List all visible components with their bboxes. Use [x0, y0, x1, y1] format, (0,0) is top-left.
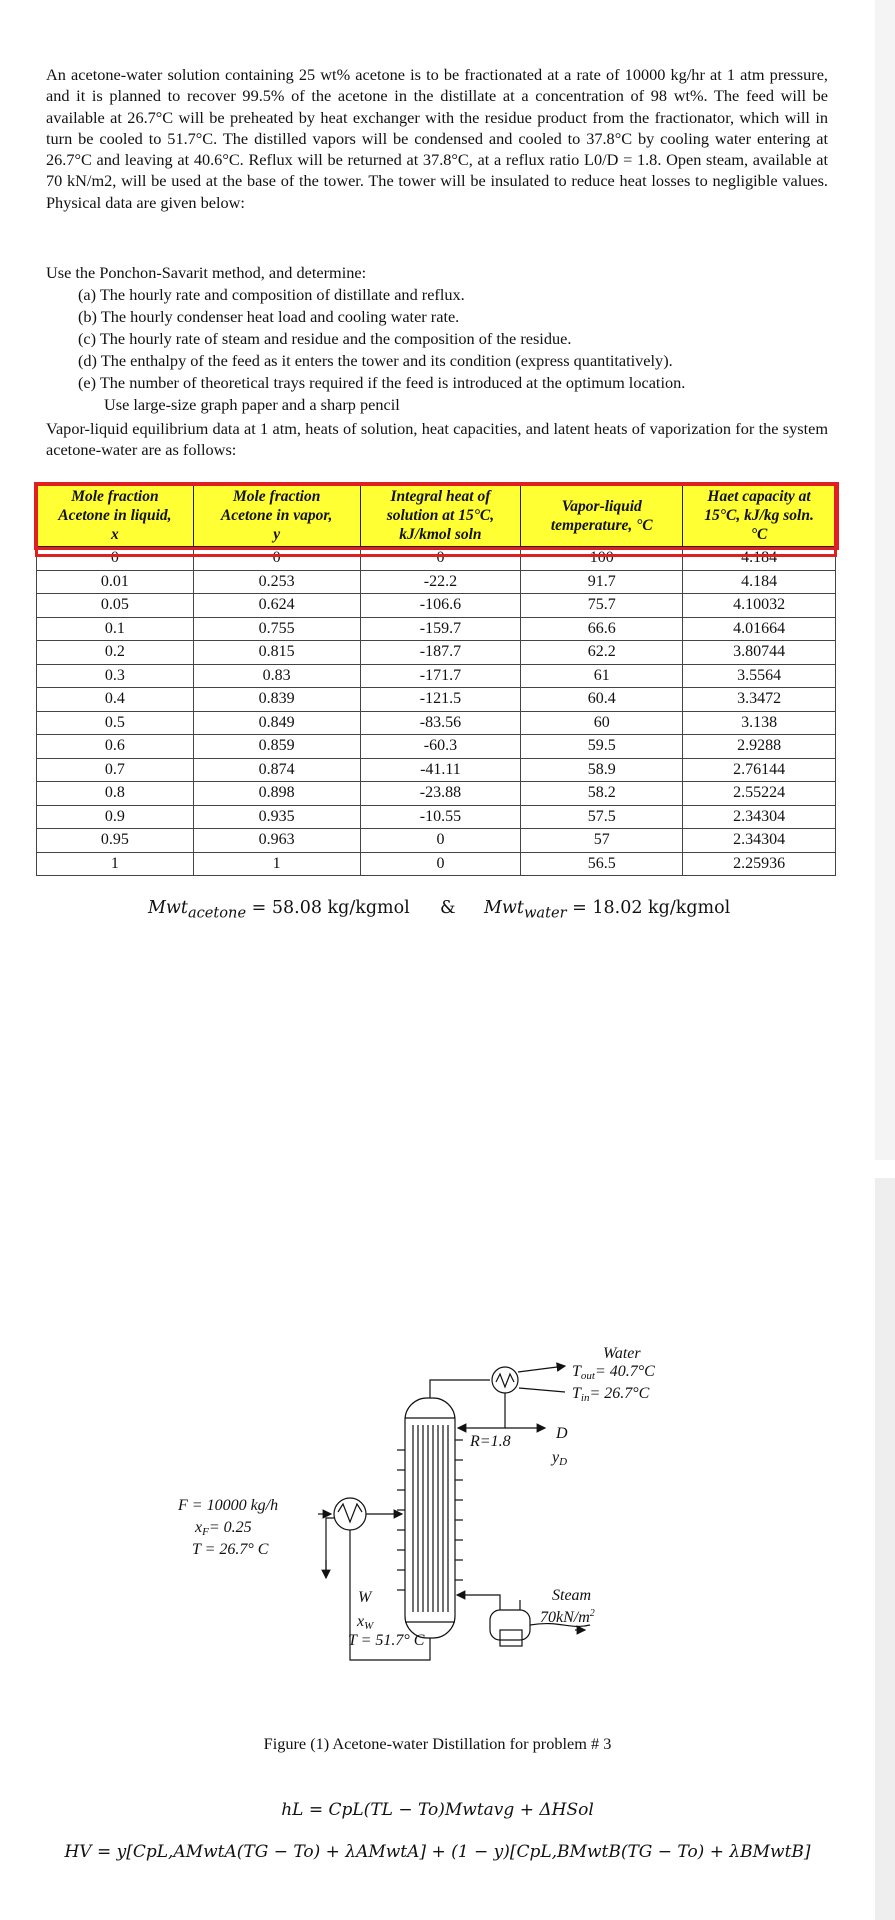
table-cell: 0.83 [193, 664, 360, 688]
label-xw: xW [357, 1613, 374, 1632]
table-cell: 2.25936 [683, 852, 836, 876]
table-cell: 58.2 [521, 782, 683, 806]
table-cell: 0 [360, 852, 521, 876]
label-yd: yD [552, 1449, 568, 1468]
page-gap [875, 1160, 895, 1178]
table-cell: 2.34304 [683, 805, 836, 829]
table-cell: 3.5564 [683, 664, 836, 688]
steam-drum [490, 1610, 530, 1640]
table-cell: -121.5 [360, 688, 521, 712]
table-cell: 60.4 [521, 688, 683, 712]
table-row [37, 664, 836, 688]
table-cell: -171.7 [360, 664, 521, 688]
table-cell: 3.3472 [683, 688, 836, 712]
residue-out-line [326, 1518, 334, 1575]
table-row [37, 570, 836, 594]
table-cell: 58.9 [521, 758, 683, 782]
table-cell: 56.5 [521, 852, 683, 876]
table-cell: 0.1 [37, 617, 194, 641]
table-cell: 1 [37, 852, 194, 876]
table-cell: 0.9 [37, 805, 194, 829]
table-header-row [37, 485, 836, 547]
table-cell: 0.815 [193, 641, 360, 665]
header-y: Mole fraction Acetone in vapor, y [193, 485, 360, 547]
task-e-continued: Use large-size graph paper and a sharp pencil [104, 395, 400, 414]
table-cell: 0.4 [37, 688, 194, 712]
preheater-coil [338, 1504, 362, 1522]
table-cell: 75.7 [521, 594, 683, 618]
table-row [37, 758, 836, 782]
table-cell: 0.874 [193, 758, 360, 782]
table-row [37, 711, 836, 735]
table-cell: 0.6 [37, 735, 194, 759]
table-cell: 100 [521, 547, 683, 571]
table-cell: 0.3 [37, 664, 194, 688]
label-w: W [358, 1589, 372, 1606]
table-row [37, 688, 836, 712]
table-cell: -159.7 [360, 617, 521, 641]
label-tout: Tout= 40.7°C [572, 1363, 655, 1382]
table-cell: 59.5 [521, 735, 683, 759]
page-edge-bar-lower [875, 1178, 895, 1920]
feed-preheater [334, 1498, 366, 1530]
table-cell: 0 [360, 829, 521, 853]
table-cell: -106.6 [360, 594, 521, 618]
table-cell: 0.5 [37, 711, 194, 735]
table-cell: 0 [360, 547, 521, 571]
table-cell: 0.8 [37, 782, 194, 806]
label-tin: Tin= 26.7°C [572, 1385, 650, 1404]
header-x: Mole fraction Acetone in liquid, x [37, 485, 194, 547]
table-cell: 0.7 [37, 758, 194, 782]
table-cell: 0.05 [37, 594, 194, 618]
mw-ampersand: & [440, 898, 456, 918]
table-cell: 61 [521, 664, 683, 688]
header-heat-of-solution: Integral heat of solution at 15°C, kJ/kmol soln [360, 485, 521, 547]
table-cell: 0.963 [193, 829, 360, 853]
table-cell: -60.3 [360, 735, 521, 759]
table-cell: 2.55224 [683, 782, 836, 806]
table-cell: 4.01664 [683, 617, 836, 641]
label-steam: Steam [552, 1587, 592, 1604]
table-row [37, 805, 836, 829]
task-e: (e) The number of theoretical trays required if the feed is introduced at the optimum location. [78, 373, 686, 392]
table-cell: 0.935 [193, 805, 360, 829]
table-cell: 0.95 [37, 829, 194, 853]
table-row [37, 852, 836, 876]
cooling-water-in [519, 1388, 565, 1392]
table-cell: 0.849 [193, 711, 360, 735]
steam-line [458, 1595, 500, 1600]
table-row [37, 547, 836, 571]
table-cell: 0 [37, 547, 194, 571]
table-cell: -83.56 [360, 711, 521, 735]
table-row [37, 829, 836, 853]
table-cell: 2.34304 [683, 829, 836, 853]
figure-caption: Figure (1) Acetone-water Distillation for problem # 3 [263, 1734, 612, 1753]
task-c: (c) The hourly rate of steam and residue and the composition of the residue. [78, 329, 572, 348]
table-cell: -41.11 [360, 758, 521, 782]
table-row [37, 617, 836, 641]
vle-data-table [36, 484, 836, 876]
table-row [37, 782, 836, 806]
table-cell: 57 [521, 829, 683, 853]
table-row [37, 641, 836, 665]
condenser-coil [496, 1374, 514, 1387]
equation-vapor-enthalpy: HV = y[CpL,AMwtA(TG − To) + λAMwtA] + (1 − y)[CpL,BMwtB(TG − To) + λBMwtB] [64, 1842, 811, 1862]
task-a: (a) The hourly rate and composition of distillate and reflux. [78, 285, 465, 304]
table-cell: 0.898 [193, 782, 360, 806]
method-line: Use the Ponchon-Savarit method, and determine: [46, 263, 367, 282]
table-intro: Vapor-liquid equilibrium data at 1 atm, heats of solution, heat capacities, and latent heats of vaporization for the system acetone-water are as follows: [46, 419, 828, 460]
table-cell: 0.01 [37, 570, 194, 594]
label-steam-pressure: $70kN/m^2$ [540, 1608, 595, 1626]
label-feed-x: xF= 0.25 [195, 1519, 252, 1538]
table-cell: -22.2 [360, 570, 521, 594]
table-cell: 0.2 [37, 641, 194, 665]
table-cell: 0.253 [193, 570, 360, 594]
table-cell: 2.9288 [683, 735, 836, 759]
condenser [492, 1367, 518, 1393]
problem-statement: An acetone-water solution containing 25 wt% acetone is to be fractionated at a rate of 10000 kg/hr at 1 atm pressure, and it is planned to recover 99.5% of the acetone in the distillate at a concentration of 98 wt%. The feed will be available at 26.7°C will be preheated by heat exchanger with the residue product from the fractionator, which will in turn be cooled to 51.7°C. The distilled vapors will be condensed and cooled to 37.8°C by cooling water entering at 26.7°C and leaving at 40.6°C. Reflux will be returned at 37.8°C, at a reflux ratio L0/D = 1.8. Open steam, available at 70 kN/m2, will be used at the base of the tower. The tower will be insulated to reduce heat losses to negligible values. Physical data are given below: [46, 65, 828, 212]
task-b: (b) The hourly condenser heat load and cooling water rate. [78, 307, 460, 326]
label-feed-rate: F = 10000 kg/h [178, 1497, 279, 1514]
mw-water: Mwt$_{water}$ = 18.02 kg/kgmol [484, 898, 731, 922]
table-cell: 4.184 [683, 547, 836, 571]
table-cell: 66.6 [521, 617, 683, 641]
overhead-vapor-line [430, 1380, 490, 1398]
label-tw: T = 51.7° C [348, 1632, 425, 1649]
label-distillate: D [556, 1425, 568, 1442]
table-cell: 91.7 [521, 570, 683, 594]
distillation-diagram [0, 1320, 875, 1720]
table-cell: 57.5 [521, 805, 683, 829]
label-reflux: R=1.8 [470, 1433, 511, 1450]
table-cell: 0.624 [193, 594, 360, 618]
header-heat-capacity: Haet capacity at 15°C, kJ/kg soln. °C [683, 485, 836, 547]
condensate-line [470, 1393, 505, 1428]
table-cell: 3.80744 [683, 641, 836, 665]
equation-liquid-enthalpy: hL = CpL(TL − To)Mwtavg + ΔHSol [281, 1800, 594, 1820]
task-d: (d) The enthalpy of the feed as it enters the tower and its condition (express quantitatively). [78, 351, 673, 370]
label-feed-t: T = 26.7° C [192, 1541, 269, 1558]
table-cell: 4.10032 [683, 594, 836, 618]
table-cell: 0.839 [193, 688, 360, 712]
table-row [37, 735, 836, 759]
table-cell: -187.7 [360, 641, 521, 665]
label-water: Water [603, 1345, 641, 1362]
table-cell: 0.859 [193, 735, 360, 759]
table-cell: 60 [521, 711, 683, 735]
table-cell: 0 [193, 547, 360, 571]
cooling-water-out [518, 1366, 565, 1372]
table-cell: 4.184 [683, 570, 836, 594]
table-cell: 1 [193, 852, 360, 876]
steam-trap [500, 1630, 522, 1646]
table-cell: 62.2 [521, 641, 683, 665]
task-list [46, 262, 838, 416]
table-cell: 0.755 [193, 617, 360, 641]
mw-acetone: Mwt$_{acetone}$ = 58.08 kg/kgmol [148, 898, 410, 922]
table-cell: 2.76144 [683, 758, 836, 782]
table-cell: 3.138 [683, 711, 836, 735]
column-trays [397, 1418, 463, 1622]
table-cell: -23.88 [360, 782, 521, 806]
table-row [37, 594, 836, 618]
table-cell: -10.55 [360, 805, 521, 829]
header-temperature: Vapor-liquid temperature, °C [521, 485, 683, 547]
table-body [37, 547, 836, 876]
